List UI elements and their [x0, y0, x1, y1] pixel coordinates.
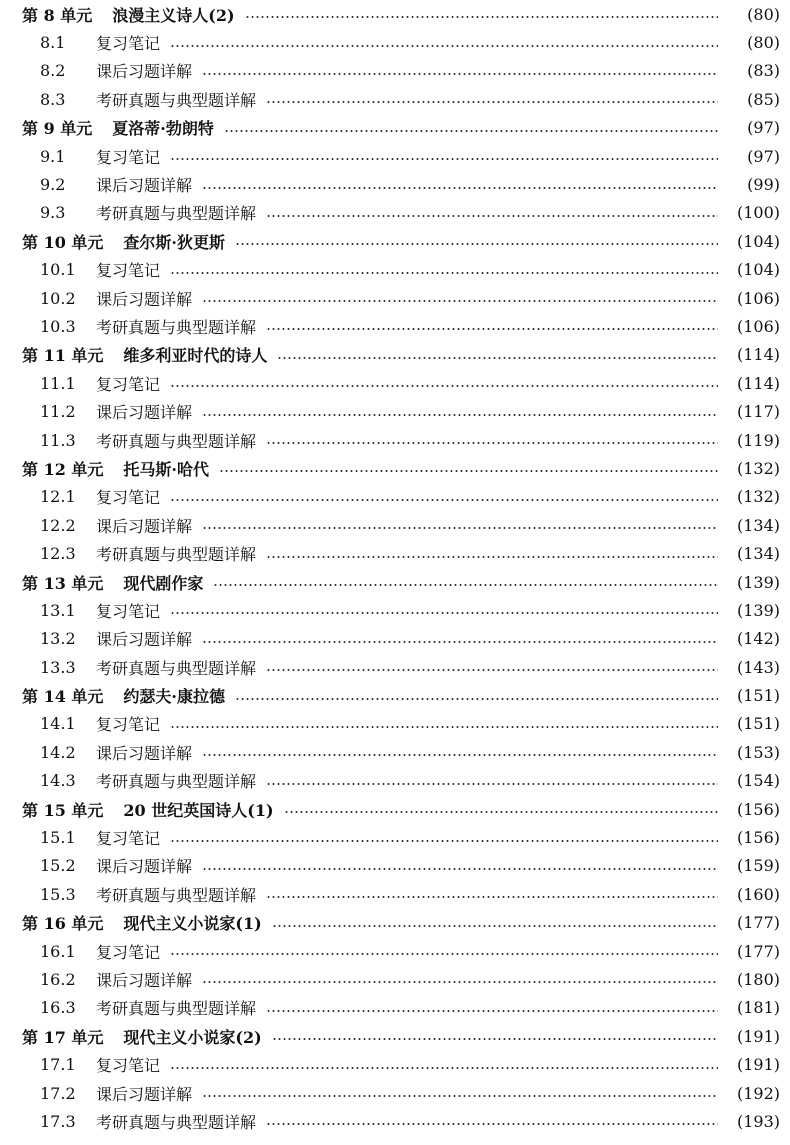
section-number: 10.2 — [40, 288, 76, 308]
chapter-title: 查尔斯·狄更斯 — [123, 232, 225, 252]
toc-section-row[interactable] — [0, 738, 790, 766]
page-number: (134) — [736, 544, 780, 564]
page-number: (104) — [736, 231, 780, 251]
dot-leader — [170, 158, 718, 160]
dot-leader — [272, 1038, 718, 1040]
toc-chapter-row[interactable] — [0, 0, 790, 28]
chapter-title: 浪漫主义诗人(2) — [112, 5, 235, 25]
toc-section-row[interactable] — [0, 539, 790, 567]
page-number: (106) — [736, 288, 780, 308]
dot-leader — [266, 1010, 718, 1012]
page-number: (180) — [736, 969, 780, 989]
section-title: 复习笔记 — [96, 34, 161, 54]
page-number: (83) — [747, 61, 780, 81]
toc-chapter-row[interactable] — [0, 1022, 790, 1050]
chapter-title: 20 世纪英国诗人(1) — [123, 800, 274, 820]
section-title: 考研真题与典型题详解 — [96, 317, 257, 337]
dot-leader — [170, 499, 718, 501]
section-title: 考研真题与典型题详解 — [96, 885, 257, 905]
dot-leader — [266, 328, 718, 330]
dot-leader — [235, 698, 718, 700]
section-title: 复习笔记 — [96, 942, 161, 962]
section-title: 复习笔记 — [96, 715, 161, 735]
dot-leader — [202, 981, 718, 983]
dot-leader — [202, 187, 718, 189]
page-number: (160) — [736, 884, 780, 904]
chapter-title: 托马斯·哈代 — [123, 459, 209, 479]
chapter-title: 夏洛蒂·勃朗特 — [112, 119, 214, 139]
dot-leader — [284, 811, 718, 813]
page-number: (106) — [736, 316, 780, 336]
chapter-title: 约瑟夫·康拉德 — [123, 687, 225, 707]
section-number: 17.2 — [40, 1083, 76, 1103]
section-number: 15.2 — [40, 856, 76, 876]
page-number: (134) — [736, 515, 780, 535]
toc-chapter-row[interactable] — [0, 227, 790, 255]
toc-section-row[interactable] — [0, 1079, 790, 1107]
chapter-number: 第 11 单元 — [22, 346, 104, 366]
page-number: (132) — [736, 487, 780, 507]
toc-chapter-row[interactable] — [0, 341, 790, 369]
toc-section-row[interactable] — [0, 596, 790, 624]
chapter-number: 第 10 单元 — [22, 232, 104, 252]
chapter-title: 现代主义小说家(2) — [123, 1027, 262, 1047]
toc-section-row[interactable] — [0, 880, 790, 908]
section-number: 16.3 — [40, 998, 76, 1018]
section-title: 课后习题详解 — [96, 630, 193, 650]
dot-leader — [266, 669, 718, 671]
page-number: (119) — [736, 430, 780, 450]
toc-section-row[interactable] — [0, 57, 790, 85]
dot-leader — [170, 272, 718, 274]
section-number: 12.1 — [40, 487, 76, 507]
dot-leader — [224, 130, 718, 132]
page-number: (143) — [736, 657, 780, 677]
dot-leader — [277, 357, 718, 359]
chapter-title: 维多利亚时代的诗人 — [123, 346, 268, 366]
dot-leader — [213, 584, 718, 586]
toc-section-row[interactable] — [0, 397, 790, 425]
section-number: 11.1 — [40, 373, 76, 393]
chapter-title: 现代剧作家 — [123, 573, 204, 593]
dot-leader — [170, 1067, 718, 1069]
page-number: (97) — [747, 146, 780, 166]
section-number: 13.3 — [40, 657, 76, 677]
chapter-number: 第 16 单元 — [22, 914, 104, 934]
toc-section-row[interactable] — [0, 653, 790, 681]
page-number: (159) — [736, 856, 780, 876]
section-number: 9.1 — [40, 146, 66, 166]
dot-leader — [170, 726, 718, 728]
toc-chapter-row[interactable] — [0, 795, 790, 823]
dot-leader — [266, 101, 718, 103]
dot-leader — [202, 1095, 718, 1097]
toc-section-row[interactable] — [0, 256, 790, 284]
section-title: 课后习题详解 — [96, 289, 193, 309]
dot-leader — [266, 556, 718, 558]
toc-section-row[interactable] — [0, 994, 790, 1022]
section-title: 考研真题与典型题详解 — [96, 999, 257, 1019]
page-number: (97) — [747, 118, 780, 138]
dot-leader — [170, 45, 718, 47]
page-number: (85) — [747, 89, 780, 109]
dot-leader — [219, 470, 718, 472]
page-number: (99) — [747, 175, 780, 195]
toc-section-row[interactable] — [0, 937, 790, 965]
section-number: 13.2 — [40, 629, 76, 649]
page-number: (191) — [736, 1026, 780, 1046]
section-number: 15.3 — [40, 884, 76, 904]
section-title: 课后习题详解 — [96, 857, 193, 877]
page-number: (192) — [736, 1083, 780, 1103]
toc-section-row[interactable] — [0, 28, 790, 56]
page-number: (104) — [736, 260, 780, 280]
dot-leader — [245, 16, 718, 18]
section-title: 考研真题与典型题详解 — [96, 545, 257, 565]
page-number: (139) — [736, 572, 780, 592]
dot-leader — [202, 868, 718, 870]
dot-leader — [202, 641, 718, 643]
chapter-number: 第 8 单元 — [22, 5, 93, 25]
section-number: 11.2 — [40, 402, 76, 422]
page-number: (132) — [736, 458, 780, 478]
toc-section-row[interactable] — [0, 170, 790, 198]
page-number: (181) — [736, 998, 780, 1018]
toc-section-row[interactable] — [0, 965, 790, 993]
chapter-number: 第 14 单元 — [22, 687, 104, 707]
section-title: 复习笔记 — [96, 1056, 161, 1076]
page-number: (154) — [736, 771, 780, 791]
toc-section-row[interactable] — [0, 426, 790, 454]
section-title: 考研真题与典型题详解 — [96, 431, 257, 451]
toc-section-row[interactable] — [0, 142, 790, 170]
section-number: 9.3 — [40, 203, 66, 223]
toc-chapter-row[interactable] — [0, 568, 790, 596]
dot-leader — [170, 953, 718, 955]
toc-section-row[interactable] — [0, 710, 790, 738]
toc-section-row[interactable] — [0, 312, 790, 340]
section-title: 复习笔记 — [96, 374, 161, 394]
dot-leader — [266, 783, 718, 785]
chapter-title: 现代主义小说家(1) — [123, 914, 262, 934]
section-title: 考研真题与典型题详解 — [96, 658, 257, 678]
dot-leader — [266, 442, 718, 444]
section-number: 14.3 — [40, 771, 76, 791]
toc-chapter-row[interactable] — [0, 681, 790, 709]
toc-section-row[interactable] — [0, 483, 790, 511]
page-number: (142) — [736, 629, 780, 649]
page-number: (139) — [736, 600, 780, 620]
dot-leader — [202, 414, 718, 416]
section-title: 复习笔记 — [96, 829, 161, 849]
page-number: (117) — [736, 402, 780, 422]
toc-section-row[interactable] — [0, 85, 790, 113]
page-number: (80) — [747, 33, 780, 53]
toc-section-row[interactable] — [0, 199, 790, 227]
section-number: 12.2 — [40, 515, 76, 535]
page-number: (100) — [736, 203, 780, 223]
page-number: (156) — [736, 828, 780, 848]
section-title: 复习笔记 — [96, 488, 161, 508]
section-number: 8.2 — [40, 61, 66, 81]
page-number: (177) — [736, 941, 780, 961]
toc-section-row[interactable] — [0, 625, 790, 653]
toc-section-row[interactable] — [0, 852, 790, 880]
section-number: 10.3 — [40, 316, 76, 336]
section-title: 课后习题详解 — [96, 1084, 193, 1104]
chapter-number: 第 13 单元 — [22, 573, 104, 593]
dot-leader — [170, 840, 718, 842]
section-title: 课后习题详解 — [96, 743, 193, 763]
section-number: 17.3 — [40, 1111, 76, 1131]
section-number: 14.1 — [40, 714, 76, 734]
section-number: 11.3 — [40, 430, 76, 450]
section-title: 考研真题与典型题详解 — [96, 204, 257, 224]
dot-leader — [202, 527, 718, 529]
chapter-number: 第 15 单元 — [22, 800, 104, 820]
section-title: 考研真题与典型题详解 — [96, 772, 257, 792]
toc-section-row[interactable] — [0, 511, 790, 539]
section-number: 13.1 — [40, 600, 76, 620]
page-number: (151) — [736, 714, 780, 734]
page-number: (156) — [736, 799, 780, 819]
chapter-number: 第 12 单元 — [22, 459, 104, 479]
toc-section-row[interactable] — [0, 284, 790, 312]
section-title: 复习笔记 — [96, 261, 161, 281]
section-number: 16.1 — [40, 941, 76, 961]
toc-section-row[interactable] — [0, 767, 790, 795]
section-number: 9.2 — [40, 175, 66, 195]
toc-section-row[interactable] — [0, 823, 790, 851]
toc-section-row[interactable] — [0, 369, 790, 397]
section-title: 复习笔记 — [96, 601, 161, 621]
toc-chapter-row[interactable] — [0, 454, 790, 482]
dot-leader — [170, 385, 718, 387]
page-number: (151) — [736, 686, 780, 706]
section-number: 15.1 — [40, 828, 76, 848]
section-title: 课后习题详解 — [96, 403, 193, 423]
chapter-number: 第 17 单元 — [22, 1027, 104, 1047]
dot-leader — [272, 925, 718, 927]
page-number: (193) — [736, 1111, 780, 1131]
dot-leader — [202, 300, 718, 302]
page-number: (191) — [736, 1055, 780, 1075]
section-number: 8.1 — [40, 33, 66, 53]
dot-leader — [235, 243, 718, 245]
page-number: (153) — [736, 742, 780, 762]
toc-chapter-row[interactable] — [0, 114, 790, 142]
section-number: 17.1 — [40, 1055, 76, 1075]
toc-chapter-row[interactable] — [0, 909, 790, 937]
dot-leader — [202, 73, 718, 75]
section-number: 14.2 — [40, 742, 76, 762]
dot-leader — [266, 1123, 718, 1125]
toc-section-row[interactable] — [0, 1107, 790, 1135]
section-title: 复习笔记 — [96, 147, 161, 167]
page-number: (114) — [736, 373, 780, 393]
section-title: 课后习题详解 — [96, 970, 193, 990]
dot-leader — [266, 896, 718, 898]
section-number: 10.1 — [40, 260, 76, 280]
dot-leader — [266, 215, 718, 217]
page-number: (114) — [736, 345, 780, 365]
section-number: 12.3 — [40, 544, 76, 564]
section-title: 课后习题详解 — [96, 516, 193, 536]
page-number: (177) — [736, 913, 780, 933]
chapter-number: 第 9 单元 — [22, 119, 93, 139]
page-number: (80) — [747, 4, 780, 24]
section-title: 课后习题详解 — [96, 176, 193, 196]
dot-leader — [202, 754, 718, 756]
section-title: 课后习题详解 — [96, 62, 193, 82]
section-number: 8.3 — [40, 89, 66, 109]
section-title: 考研真题与典型题详解 — [96, 1112, 257, 1132]
section-title: 考研真题与典型题详解 — [96, 90, 257, 110]
toc-section-row[interactable] — [0, 1050, 790, 1078]
section-number: 16.2 — [40, 969, 76, 989]
dot-leader — [170, 612, 718, 614]
